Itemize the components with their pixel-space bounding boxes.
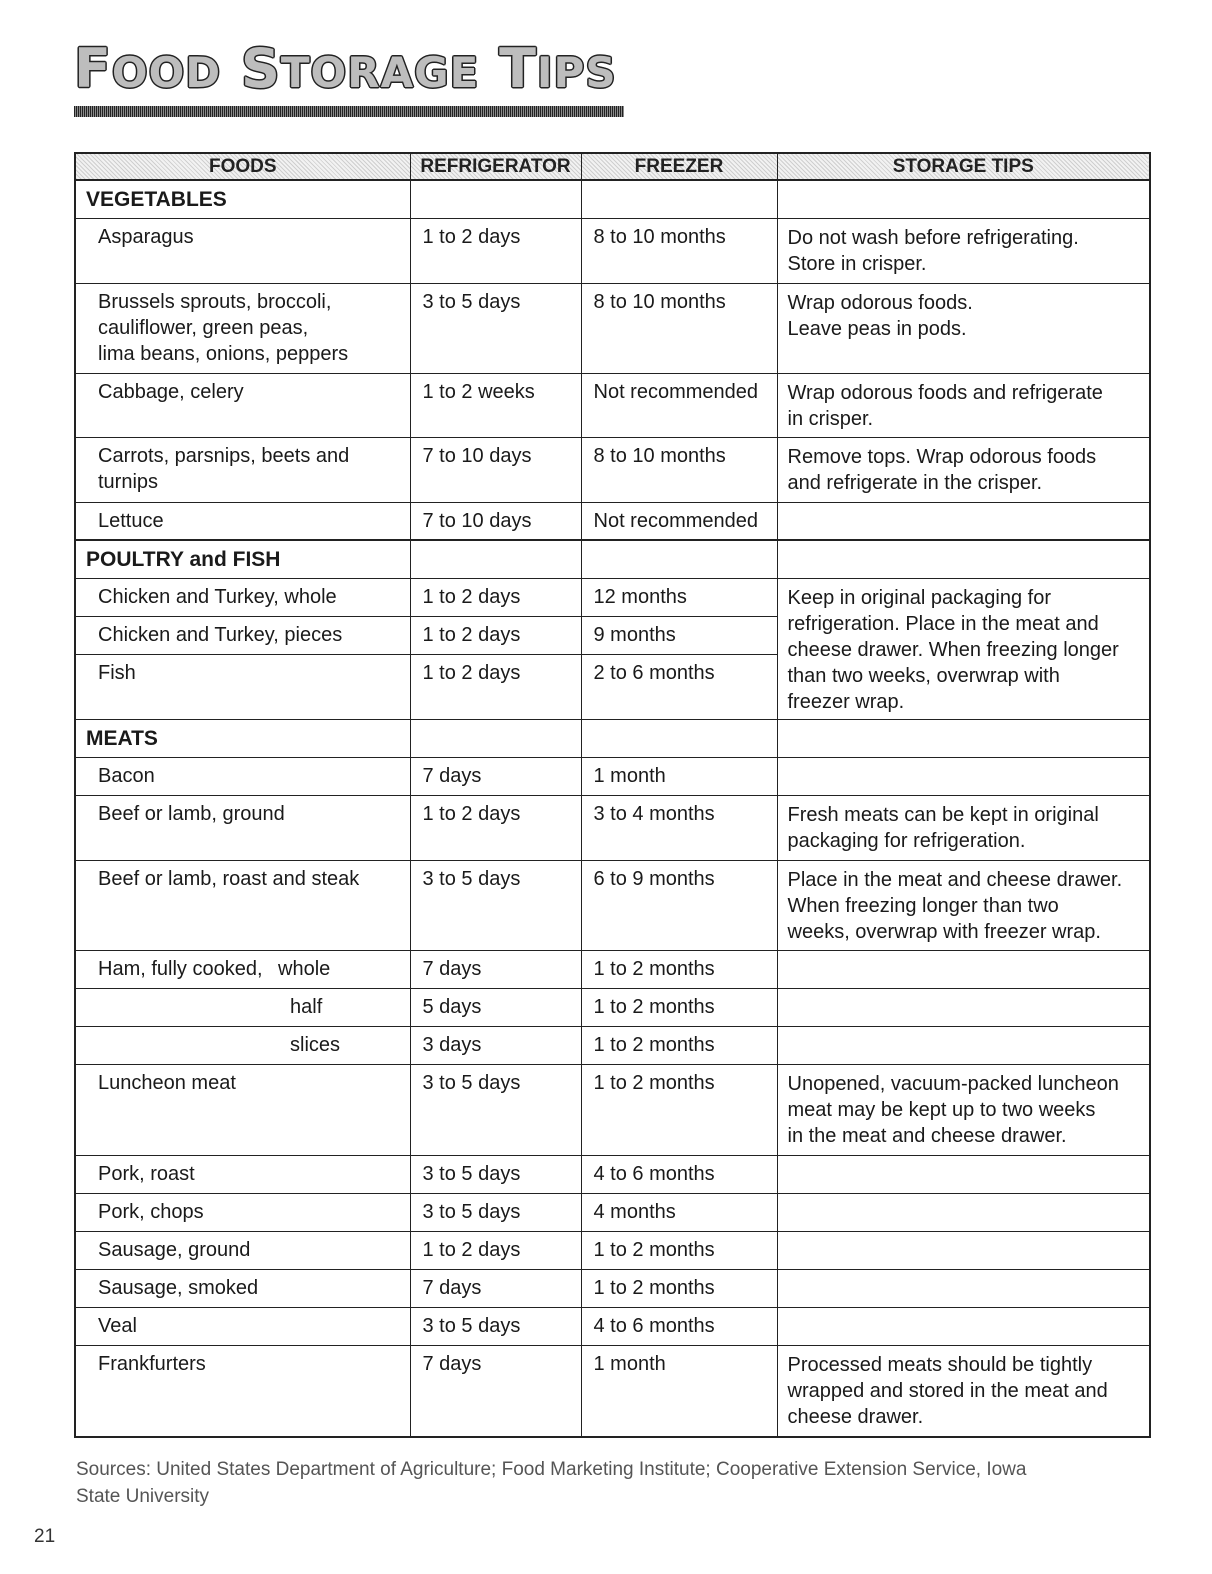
refrigerator-value: 3 days bbox=[410, 1026, 581, 1064]
table-row bbox=[75, 795, 1150, 860]
table-header-row bbox=[75, 153, 1150, 180]
storage-tip: Remove tops. Wrap odorous foods and refrigerate in the crisper. bbox=[777, 437, 1150, 502]
freezer-value: 8 to 10 months bbox=[581, 218, 777, 283]
food-name: Veal bbox=[75, 1307, 410, 1345]
table-row bbox=[75, 578, 1150, 616]
food-storage-table bbox=[74, 152, 1151, 1438]
refrigerator-value: 3 to 5 days bbox=[410, 1193, 581, 1231]
freezer-value: Not recommended bbox=[581, 502, 777, 540]
food-name: Bacon bbox=[75, 757, 410, 795]
food-name: Frankfurters bbox=[75, 1345, 410, 1437]
food-name: Pork, chops bbox=[75, 1193, 410, 1231]
table-row bbox=[75, 988, 1150, 1026]
table-row bbox=[75, 502, 1150, 540]
table-row bbox=[75, 1307, 1150, 1345]
category-label: POULTRY and FISH bbox=[75, 540, 410, 578]
refrigerator-value: 3 to 5 days bbox=[410, 1307, 581, 1345]
refrigerator-value: 3 to 5 days bbox=[410, 283, 581, 373]
page-title: FOOD STORAGE TIPS bbox=[74, 37, 617, 100]
category-label: VEGETABLES bbox=[75, 180, 410, 218]
freezer-value: 4 to 6 months bbox=[581, 1155, 777, 1193]
freezer-value: 9 months bbox=[581, 616, 777, 654]
food-name: Carrots, parsnips, beets and turnips bbox=[75, 437, 410, 502]
page-number: 21 bbox=[34, 1526, 56, 1547]
header-foods: FOODS bbox=[75, 153, 410, 180]
storage-tip bbox=[777, 1269, 1150, 1307]
table-row bbox=[75, 1269, 1150, 1307]
freezer-value: 1 to 2 months bbox=[581, 1064, 777, 1155]
category-row-vegetables bbox=[75, 180, 1150, 218]
food-name: Fish bbox=[75, 654, 410, 719]
category-row-meats bbox=[75, 719, 1150, 757]
freezer-value: 1 month bbox=[581, 1345, 777, 1437]
food-name: Sausage, smoked bbox=[75, 1269, 410, 1307]
header-freezer: FREEZER bbox=[581, 153, 777, 180]
freezer-value: 1 to 2 months bbox=[581, 1026, 777, 1064]
table-row bbox=[75, 1193, 1150, 1231]
freezer-value: 8 to 10 months bbox=[581, 437, 777, 502]
table-row bbox=[75, 1155, 1150, 1193]
storage-tip bbox=[777, 1026, 1150, 1064]
table-row bbox=[75, 1231, 1150, 1269]
food-name: half bbox=[75, 988, 410, 1026]
food-name: Beef or lamb, roast and steak bbox=[75, 860, 410, 950]
food-name: Sausage, ground bbox=[75, 1231, 410, 1269]
food-name bbox=[75, 950, 410, 988]
freezer-value: 1 to 2 months bbox=[581, 950, 777, 988]
table-row bbox=[75, 218, 1150, 283]
food-name: Lettuce bbox=[75, 502, 410, 540]
table-row bbox=[75, 1345, 1150, 1437]
refrigerator-value: 1 to 2 days bbox=[410, 654, 581, 719]
storage-tip bbox=[777, 502, 1150, 540]
food-name: Chicken and Turkey, whole bbox=[75, 578, 410, 616]
header-refrigerator: REFRIGERATOR bbox=[410, 153, 581, 180]
refrigerator-value: 1 to 2 days bbox=[410, 1231, 581, 1269]
freezer-value: 4 months bbox=[581, 1193, 777, 1231]
title-underline-rule bbox=[74, 106, 624, 117]
freezer-value: 1 to 2 months bbox=[581, 988, 777, 1026]
freezer-value: 1 month bbox=[581, 757, 777, 795]
refrigerator-value: 7 days bbox=[410, 1269, 581, 1307]
table-row bbox=[75, 1064, 1150, 1155]
ham-cut: whole bbox=[278, 957, 331, 980]
freezer-value: 12 months bbox=[581, 578, 777, 616]
refrigerator-value: 1 to 2 days bbox=[410, 795, 581, 860]
table-row bbox=[75, 373, 1150, 437]
refrigerator-value: 7 days bbox=[410, 757, 581, 795]
food-name: Cabbage, celery bbox=[75, 373, 410, 437]
storage-tip bbox=[777, 1193, 1150, 1231]
storage-tip bbox=[777, 950, 1150, 988]
refrigerator-value: 1 to 2 weeks bbox=[410, 373, 581, 437]
storage-tip: Do not wash before refrigerating. Store in crisper. bbox=[777, 218, 1150, 283]
category-label: MEATS bbox=[75, 719, 410, 757]
refrigerator-value: 7 days bbox=[410, 1345, 581, 1437]
table-row bbox=[75, 950, 1150, 988]
food-name: slices bbox=[75, 1026, 410, 1064]
storage-tip: Place in the meat and cheese drawer. When freezing longer than two weeks, overwrap with freezer wrap. bbox=[777, 860, 1150, 950]
freezer-value: 3 to 4 months bbox=[581, 795, 777, 860]
refrigerator-value: 1 to 2 days bbox=[410, 578, 581, 616]
category-row-poultry-fish bbox=[75, 540, 1150, 578]
refrigerator-value: 3 to 5 days bbox=[410, 1155, 581, 1193]
storage-tip bbox=[777, 988, 1150, 1026]
table-row bbox=[75, 1026, 1150, 1064]
freezer-value: 4 to 6 months bbox=[581, 1307, 777, 1345]
refrigerator-value: 3 to 5 days bbox=[410, 860, 581, 950]
food-name: Pork, roast bbox=[75, 1155, 410, 1193]
refrigerator-value: 7 to 10 days bbox=[410, 437, 581, 502]
storage-tip: Wrap odorous foods. Leave peas in pods. bbox=[777, 283, 1150, 373]
header-storage-tips: STORAGE TIPS bbox=[777, 153, 1150, 180]
food-name: Beef or lamb, ground bbox=[75, 795, 410, 860]
storage-tip: Keep in original packaging for refrigeration. Place in the meat and cheese drawer. When freezing longer than two weeks, overwrap with freezer wrap. bbox=[777, 578, 1150, 719]
freezer-value: 6 to 9 months bbox=[581, 860, 777, 950]
refrigerator-value: 3 to 5 days bbox=[410, 1064, 581, 1155]
storage-tip: Unopened, vacuum-packed luncheon meat may be kept up to two weeks in the meat and cheese drawer. bbox=[777, 1064, 1150, 1155]
freezer-value: Not recommended bbox=[581, 373, 777, 437]
table-row bbox=[75, 860, 1150, 950]
storage-tip bbox=[777, 1231, 1150, 1269]
ham-label: Ham, fully cooked, bbox=[98, 957, 263, 980]
food-name: Chicken and Turkey, pieces bbox=[75, 616, 410, 654]
storage-tip: Fresh meats can be kept in original packaging for refrigeration. bbox=[777, 795, 1150, 860]
freezer-value: 1 to 2 months bbox=[581, 1269, 777, 1307]
refrigerator-value: 1 to 2 days bbox=[410, 616, 581, 654]
refrigerator-value: 5 days bbox=[410, 988, 581, 1026]
freezer-value: 1 to 2 months bbox=[581, 1231, 777, 1269]
storage-tip bbox=[777, 757, 1150, 795]
table-row bbox=[75, 437, 1150, 502]
freezer-value: 2 to 6 months bbox=[581, 654, 777, 719]
storage-tip: Processed meats should be tightly wrapped and stored in the meat and cheese drawer. bbox=[777, 1345, 1150, 1437]
freezer-value: 8 to 10 months bbox=[581, 283, 777, 373]
refrigerator-value: 7 to 10 days bbox=[410, 502, 581, 540]
food-name: Brussels sprouts, broccoli, cauliflower, green peas, lima beans, onions, peppers bbox=[75, 283, 410, 373]
storage-tip bbox=[777, 1155, 1150, 1193]
storage-tip: Wrap odorous foods and refrigerate in crisper. bbox=[777, 373, 1150, 437]
table-row bbox=[75, 283, 1150, 373]
food-name: Asparagus bbox=[75, 218, 410, 283]
table-row bbox=[75, 757, 1150, 795]
food-name: Luncheon meat bbox=[75, 1064, 410, 1155]
storage-tip bbox=[777, 1307, 1150, 1345]
sources-note: Sources: United States Department of Agriculture; Food Marketing Institute; Cooperative Extension Service, Iowa State University bbox=[76, 1459, 1027, 1507]
refrigerator-value: 7 days bbox=[410, 950, 581, 988]
refrigerator-value: 1 to 2 days bbox=[410, 218, 581, 283]
